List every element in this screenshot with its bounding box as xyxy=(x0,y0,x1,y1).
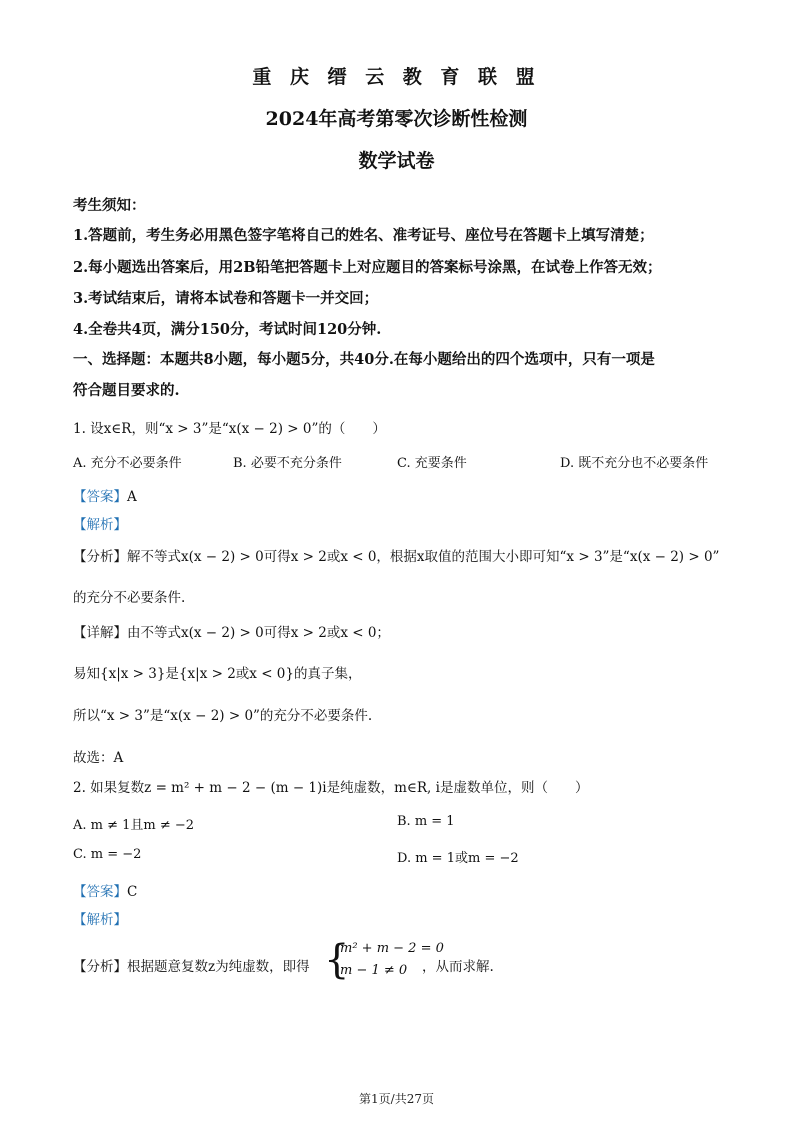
fenxi-text: 根据题意复数z为纯虚数，即得 xyxy=(127,959,310,975)
q2-stem: 2. 如果复数z = m² + m − 2 − (m − 1)i是纯虚数，m∈R, i是虚数单位，则（ ） xyxy=(73,780,589,796)
q2-answer xyxy=(73,880,137,900)
page-number: 第1页/共27页 xyxy=(359,1092,434,1106)
q2-option-b: B. m = 1 xyxy=(397,814,455,829)
q2-option-d: D. m = 1或m = −2 xyxy=(397,851,519,866)
q2-option-c: C. m = −2 xyxy=(73,847,142,862)
subject-title: 数学试卷 xyxy=(358,150,435,172)
q1-option-b: B. 必要不充分条件 xyxy=(233,456,342,471)
answer-value: A xyxy=(127,489,137,505)
q1-option-d: D. 既不充分也不必要条件 xyxy=(560,456,709,471)
equation-1: m² + m − 2 = 0 xyxy=(340,941,444,956)
q2-fenxi xyxy=(73,955,310,975)
q1-answer xyxy=(73,485,137,505)
q1-fenxi-cont: 的充分不必要条件. xyxy=(73,590,186,606)
q1-choose: 故选：A xyxy=(73,750,124,766)
notice-item-3: 3.考试结束后，请将本试卷和答题卡一并交回； xyxy=(73,290,379,307)
equation-2: m − 1 ≠ 0 xyxy=(340,963,408,978)
q1-detail-2: 易知{x|x > 3}是{x|x > 2或x < 0}的真子集， xyxy=(73,666,362,682)
q1-fenxi xyxy=(73,545,719,565)
detail-tag: 【详解】 xyxy=(73,625,127,641)
section-heading-line2: 符合题目要求的. xyxy=(73,382,180,399)
section-heading-line1: 一、选择题：本题共8小题，每小题5分，共40分.在每小题给出的四个选项中，只有一项是 xyxy=(73,351,655,368)
q1-stem: 1. 设x∈R，则“x > 3”是“x(x − 2) > 0”的（ ） xyxy=(73,421,386,437)
fenxi-tag: 【分析】 xyxy=(73,959,127,975)
answer-tag: 【答案】 xyxy=(73,489,127,505)
detail-text: 由不等式x(x − 2) > 0可得x > 2或x < 0； xyxy=(127,625,390,641)
notice-item-4: 4.全卷共4页，满分150分，考试时间120分钟. xyxy=(73,321,382,338)
notice-item-1: 1.答题前，考生务必用黑色签字笔将自己的姓名、准考证号、座位号在答题卡上填写清楚； xyxy=(73,227,654,244)
exam-title: 2024年高考第零次诊断性检测 xyxy=(265,108,528,130)
q2-option-a: A. m ≠ 1且m ≠ −2 xyxy=(73,818,195,833)
answer-value: C xyxy=(127,884,138,900)
notice-title: 考生须知： xyxy=(73,197,146,214)
answer-tag: 【答案】 xyxy=(73,884,127,900)
q2-analysis-tag: 【解析】 xyxy=(73,912,127,928)
org-title: 重 庆 缙 云 教 育 联 盟 xyxy=(252,66,541,88)
fenxi-tag: 【分析】 xyxy=(73,549,127,565)
q2-fenxi-post: ，从而求解. xyxy=(422,959,494,975)
q1-option-c: C. 充要条件 xyxy=(397,456,467,471)
q1-option-a: A. 充分不必要条件 xyxy=(73,456,182,471)
fenxi-text: 解不等式x(x − 2) > 0可得x > 2或x < 0，根据x取值的范围大小即可知“x > 3”是“x(x − 2) > 0” xyxy=(127,549,720,565)
q1-analysis-tag: 【解析】 xyxy=(73,517,127,533)
brace-glyph: { xyxy=(324,937,350,983)
q1-detail xyxy=(73,621,390,641)
notice-item-2: 2.每小题选出答案后，用2B铅笔把答题卡上对应题目的答案标号涂黑，在试卷上作答无效； xyxy=(73,259,662,276)
q1-detail-3: 所以“x > 3”是“x(x − 2) > 0”的充分不必要条件. xyxy=(73,708,373,724)
